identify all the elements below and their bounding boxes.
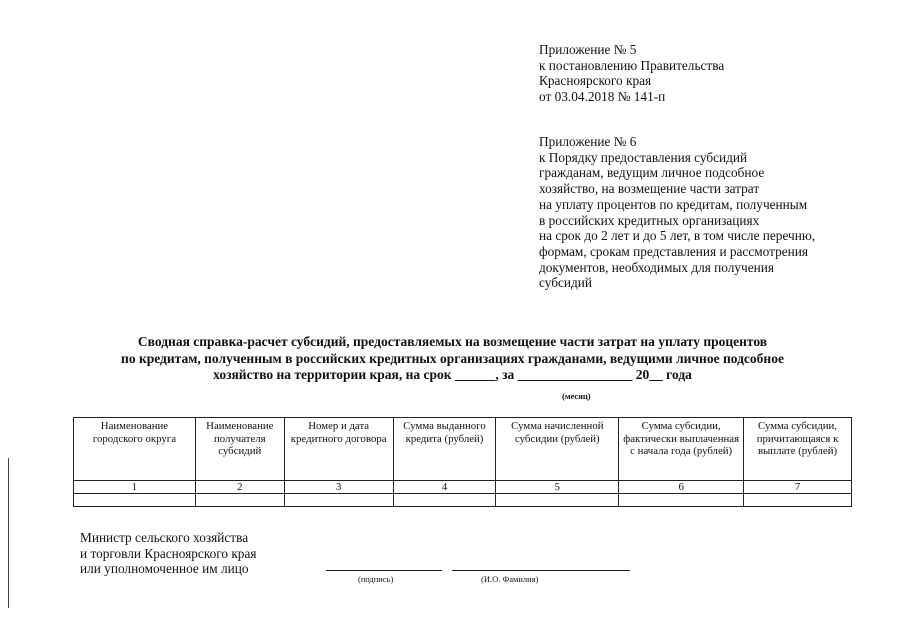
title-line: хозяйство на территории края, на срок ______, за _________________ 20__ года <box>213 367 692 382</box>
appendix-line: к Порядку предоставления субсидий <box>539 149 748 165</box>
column-number: 7 <box>744 481 852 494</box>
month-caption: (месяц) <box>562 391 591 401</box>
appendix-line: на срок до 2 лет и до 5 лет, в том числе перечню, <box>539 228 816 244</box>
title-line: Сводная справка-расчет субсидий, предоставляемых на возмещение части затрат на уплату процентов <box>137 334 768 349</box>
table-cell <box>284 494 393 507</box>
name-caption: (И.О. Фамилия) <box>481 574 539 584</box>
column-header: Сумма начисленной субсидии (рублей) <box>496 418 619 481</box>
appendix-line: на уплату процентов по кредитам, полученным <box>539 196 808 212</box>
title-line: по кредитам, полученным в российских кредитных организациях гражданами, ведущими личное подсобное <box>121 350 784 366</box>
appendix-line: в российских кредитных организациях <box>539 212 760 228</box>
appendix-line: гражданам, ведущим личное подсобное <box>539 165 765 181</box>
table-header-row <box>74 418 852 481</box>
appendix-line: Приложение № 5 <box>539 42 637 57</box>
table-cell <box>496 494 619 507</box>
appendix-line: формам, срокам представления и рассмотрения <box>539 243 808 259</box>
column-header: Наименование городского округа <box>74 418 196 481</box>
column-header: Сумма выданного кредита (рублей) <box>393 418 496 481</box>
column-header: Номер и дата кредитного договора <box>284 418 393 481</box>
signature-caption: (подпись) <box>358 574 394 584</box>
column-header: Наименование получателя субсидий <box>195 418 284 481</box>
appendix-5-header <box>539 42 724 105</box>
column-header: Сумма субсидии, фактически выплаченная с начала года (рублей) <box>619 418 744 481</box>
appendix-6-header <box>539 134 815 291</box>
table-cell <box>74 494 196 507</box>
column-number-row <box>74 481 852 494</box>
table-cell <box>195 494 284 507</box>
column-number: 3 <box>284 481 393 494</box>
table-cell <box>393 494 496 507</box>
scan-edge-line <box>8 458 9 608</box>
appendix-line: к постановлению Правительства <box>539 57 725 73</box>
column-number: 1 <box>74 481 196 494</box>
signer-block <box>80 530 256 577</box>
column-number: 6 <box>619 481 744 494</box>
appendix-line: хозяйство, на возмещение части затрат <box>539 181 760 197</box>
appendix-line: от 03.04.2018 № 141-п <box>539 89 666 105</box>
table-row <box>74 494 852 507</box>
column-number: 5 <box>496 481 619 494</box>
appendix-line: документов, необходимых для получения <box>539 259 774 275</box>
appendix-line: субсидий <box>539 275 592 291</box>
signer-line: или уполномоченное им лицо <box>80 561 249 576</box>
signature-line <box>326 570 442 571</box>
document-title <box>20 334 885 384</box>
signer-line: Министр сельского хозяйства <box>80 530 249 545</box>
table-cell <box>744 494 852 507</box>
column-number: 4 <box>393 481 496 494</box>
signer-line: и торговли Красноярского края <box>80 545 257 561</box>
appendix-line: Красноярского края <box>539 73 652 89</box>
appendix-line: Приложение № 6 <box>539 134 637 149</box>
subsidy-table <box>73 417 852 507</box>
column-number: 2 <box>195 481 284 494</box>
table-cell <box>619 494 744 507</box>
column-header: Сумма субсидии, причитающаяся к выплате (рублей) <box>744 418 852 481</box>
name-line <box>452 570 630 571</box>
